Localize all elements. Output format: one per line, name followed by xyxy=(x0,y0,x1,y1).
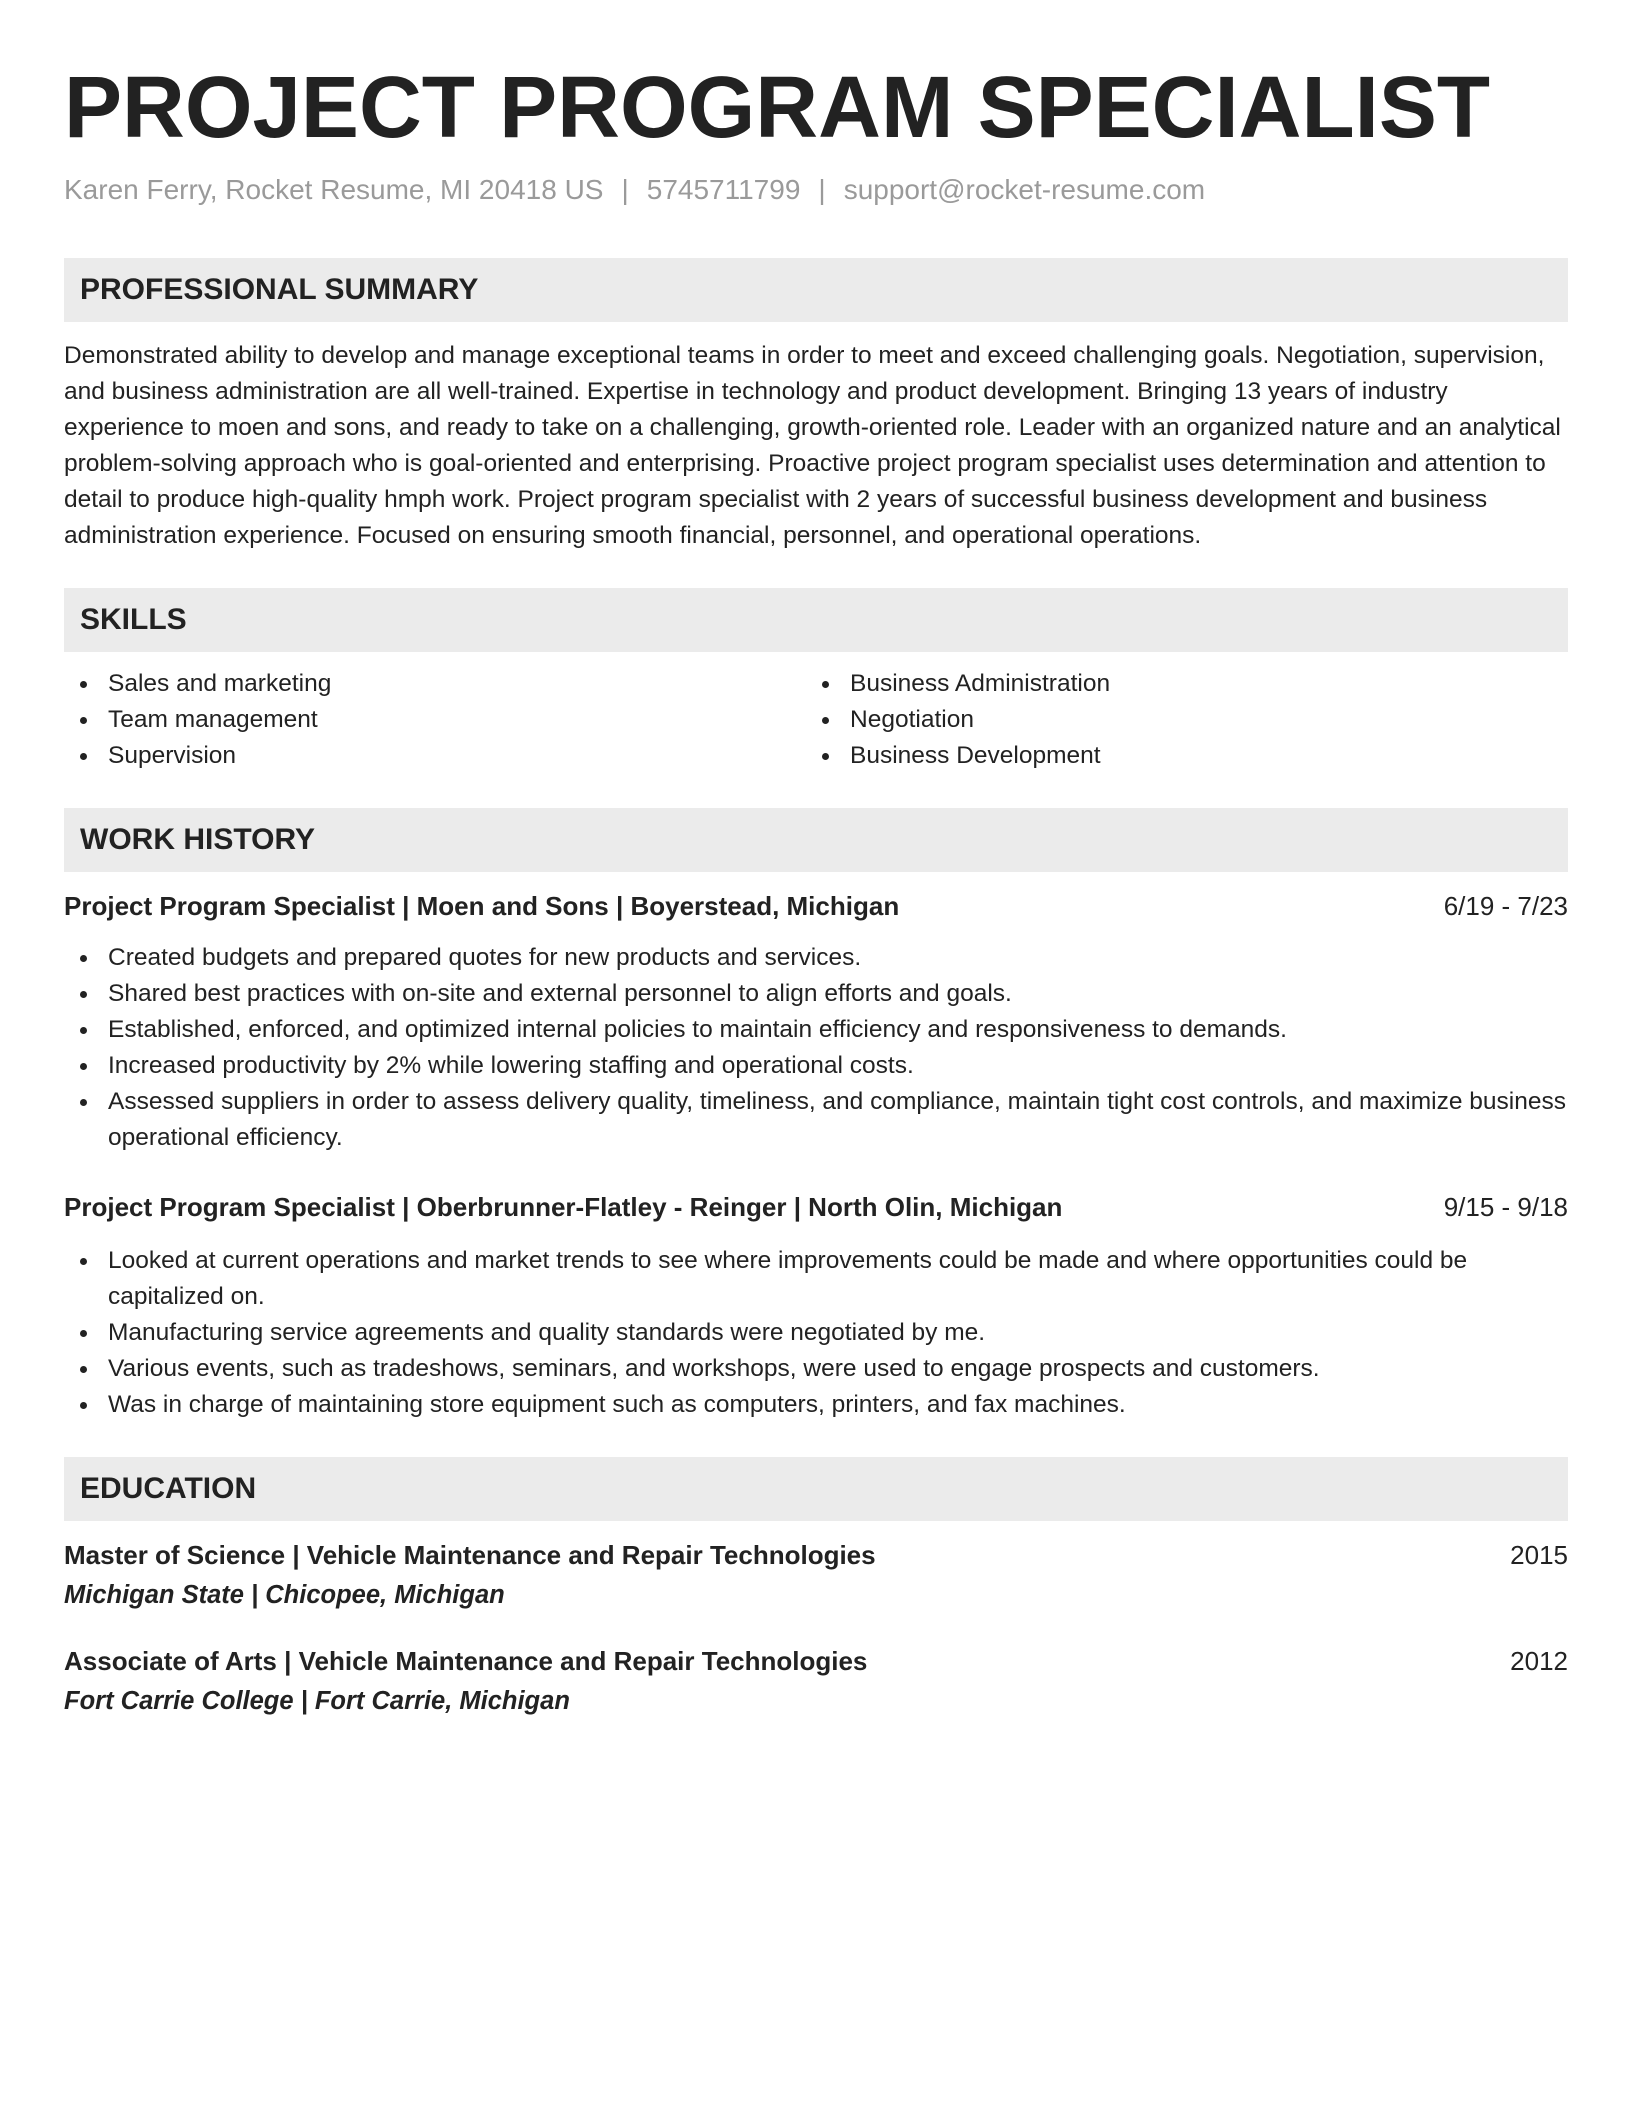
resume-title: PROJECT PROGRAM SPECIALIST xyxy=(64,59,1490,156)
job-entry xyxy=(64,1189,1568,1423)
job-title: Project Program Specialist | Moen and Sons | Boyerstead, Michigan xyxy=(64,891,900,921)
job-bullets xyxy=(64,1243,1568,1423)
job-bullets xyxy=(64,940,1568,1156)
education-entry xyxy=(64,1537,1568,1613)
education-header xyxy=(64,1537,1568,1573)
contact-separator: | xyxy=(818,174,826,205)
job-header xyxy=(64,1189,1568,1225)
job-title: Project Program Specialist | Oberbrunner-Flatley - Reinger | North Olin, Michigan xyxy=(64,1192,1063,1222)
skill-item: Business Administration xyxy=(806,666,1548,702)
skills-list xyxy=(64,666,1568,774)
education-entry xyxy=(64,1643,1568,1719)
summary-text: Demonstrated ability to develop and manage exceptional teams in order to meet and exceed challenging goals. Negotiation, supervision, and business administration are all well-trained. Expertise in technology and product development. Bringing 13 years of industry experience to moen and sons, and ready to take on a challenging, growth-oriented role. Leader with an organized nature and an analytical problem-solving approach who is goal-oriented and enterprising. Proactive project program specialist uses determination and attention to detail to produce high-quality hmph work. Project program specialist with 2 years of successful business development and business administration experience. Focused on ensuring smooth financial, personnel, and operational operations. xyxy=(64,342,1561,549)
job-bullet: Increased productivity by 2% while lowering staffing and operational costs. xyxy=(64,1048,1568,1084)
job-bullet: Was in charge of maintaining store equipment such as computers, printers, and fax machines. xyxy=(64,1387,1568,1423)
skills-column-left xyxy=(64,666,806,774)
contact-address: Karen Ferry, Rocket Resume, MI 20418 US xyxy=(64,174,604,205)
job-header xyxy=(64,888,1568,924)
education-year: 2012 xyxy=(1510,1646,1568,1676)
contact-separator: | xyxy=(621,174,629,205)
job-bullet: Shared best practices with on-site and external personnel to align efforts and goals. xyxy=(64,976,1568,1012)
skill-item: Supervision xyxy=(64,738,806,774)
education-year: 2015 xyxy=(1510,1540,1568,1570)
contact-phone: 5745711799 xyxy=(646,174,801,205)
job-bullet: Various events, such as tradeshows, seminars, and workshops, were used to engage prospects and customers. xyxy=(64,1351,1568,1387)
skills-column-right xyxy=(806,666,1548,774)
education-school: Fort Carrie College | Fort Carrie, Michigan xyxy=(64,1687,570,1715)
education-header xyxy=(64,1643,1568,1679)
education-section-header: EDUCATION xyxy=(64,1457,1568,1521)
skill-item: Team management xyxy=(64,702,806,738)
job-bullet: Assessed suppliers in order to assess delivery quality, timeliness, and compliance, maintain tight cost controls, and maximize business operational efficiency. xyxy=(64,1084,1568,1156)
summary-section-header: PROFESSIONAL SUMMARY xyxy=(64,258,1568,322)
job-dates: 9/15 - 9/18 xyxy=(1443,1192,1568,1222)
contact-email: support@rocket-resume.com xyxy=(843,174,1206,205)
education-degree: Master of Science | Vehicle Maintenance and Repair Technologies xyxy=(64,1540,876,1570)
job-bullet: Established, enforced, and optimized internal policies to maintain efficiency and responsiveness to demands. xyxy=(64,1012,1568,1048)
job-bullet: Looked at current operations and market trends to see where improvements could be made and where opportunities could be capitalized on. xyxy=(64,1243,1568,1315)
skills-section-header: SKILLS xyxy=(64,588,1568,652)
job-entry xyxy=(64,888,1568,1156)
contact-line xyxy=(64,172,1568,208)
skill-item: Negotiation xyxy=(806,702,1548,738)
skill-item: Business Development xyxy=(806,738,1548,774)
education-degree: Associate of Arts | Vehicle Maintenance and Repair Technologies xyxy=(64,1646,868,1676)
job-dates: 6/19 - 7/23 xyxy=(1443,891,1568,921)
job-bullet: Created budgets and prepared quotes for new products and services. xyxy=(64,940,1568,976)
education-school: Michigan State | Chicopee, Michigan xyxy=(64,1581,505,1609)
skill-item: Sales and marketing xyxy=(64,666,806,702)
work-history-section-header: WORK HISTORY xyxy=(64,808,1568,872)
job-bullet: Manufacturing service agreements and quality standards were negotiated by me. xyxy=(64,1315,1568,1351)
